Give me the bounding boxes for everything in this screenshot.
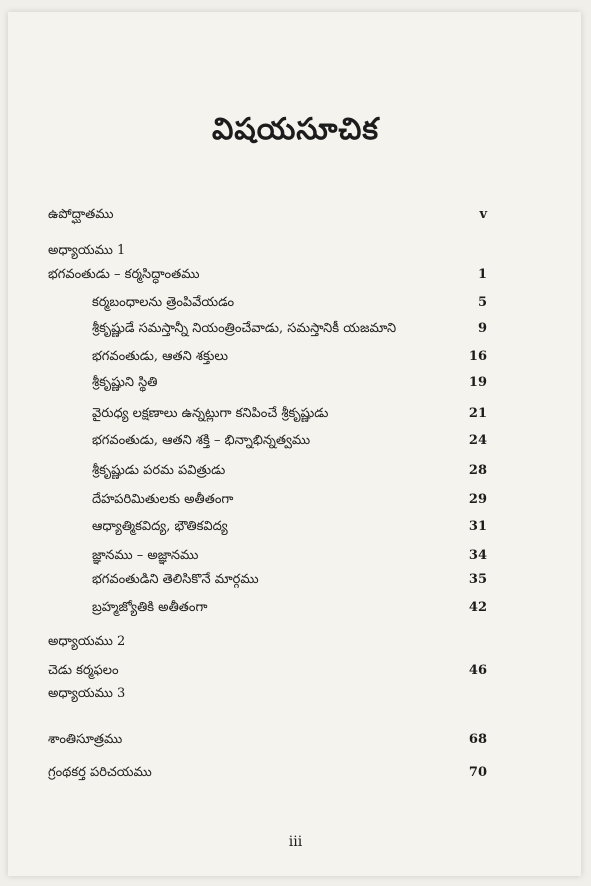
- toc-entry-page: v: [479, 207, 487, 222]
- toc-entry: [0, 683, 591, 705]
- toc-entry-page: 29: [468, 492, 487, 507]
- toc-entry-page: 21: [468, 406, 487, 421]
- toc-entry: [0, 372, 591, 394]
- toc-entry-page: 28: [468, 463, 487, 478]
- toc-entry: [0, 264, 591, 286]
- toc-entry: [0, 489, 591, 511]
- toc-entry-label: ఆధ్యాత్మికవిద్య, భౌతికవిద్య: [92, 519, 228, 534]
- toc-entry-page: 35: [468, 572, 487, 587]
- toc-entry-label: అధ్యాయము 1: [48, 243, 126, 258]
- toc-entry-label: శ్రీకృష్ణుడు పరమ పవిత్రుడు: [92, 463, 226, 478]
- toc-entry-label: అధ్యాయము 2: [48, 634, 126, 649]
- toc-entry: [0, 318, 591, 340]
- toc-entry-label: దేహపరిమితులకు అతీతంగా: [92, 492, 234, 507]
- toc-entry-page: 9: [477, 321, 487, 336]
- toc-entry-label: శ్రీకృష్ణుని స్థితి: [92, 375, 158, 390]
- toc-entry-page: 70: [468, 765, 487, 780]
- toc-entry-page: 1: [477, 267, 487, 282]
- toc-entry-label: శాంతిసూత్రము: [48, 732, 123, 747]
- toc-entry: [0, 460, 591, 482]
- toc-entry-label: భగవంతుడు, ఆతని శక్తులు: [92, 349, 229, 364]
- toc-entry-label: భగవంతుడు – కర్మసిద్ధాంతము: [48, 267, 200, 282]
- toc-entry-page: 5: [477, 295, 487, 310]
- page-number: iii: [288, 834, 303, 850]
- toc-entry-page: 46: [468, 663, 487, 678]
- toc-entry: [0, 240, 591, 262]
- toc-entry-page: 16: [468, 349, 487, 364]
- toc-entry: [0, 660, 591, 682]
- toc-entry-page: 34: [468, 548, 487, 563]
- toc-entry: [0, 569, 591, 591]
- toc-entry: [0, 631, 591, 653]
- toc-entry: [0, 597, 591, 619]
- toc-entry-page: 24: [468, 433, 487, 448]
- toc-entry: [0, 729, 591, 751]
- toc-entry-label: భగవంతుడిని తెలిసికొనే మార్గము: [92, 572, 259, 587]
- toc-entry-label: ఉపోద్ఘాతము: [48, 207, 114, 222]
- page-title: విషయసూచిక: [211, 112, 380, 147]
- toc-entry-label: జ్ఞానము – అజ్ఞానము: [92, 548, 199, 563]
- toc-entry-label: వైరుధ్య లక్షణాలు ఉన్నట్లుగా కనిపించే శ్రీకృష్ణుడు: [92, 406, 329, 421]
- toc-entry: [0, 346, 591, 368]
- toc-entry-label: శ్రీకృష్ణుడే సమస్తాన్నీ నియంత్రించేవాడు, సమస్తానికీ యజమాని: [92, 321, 397, 336]
- toc-entry: [0, 204, 591, 226]
- toc-entry-label: బ్రహ్మజ్యోతికి అతీతంగా: [92, 600, 208, 615]
- toc-entry-label: భగవంతుడు, ఆతని శక్తి – భిన్నాభిన్నత్వము: [92, 433, 311, 448]
- toc-entry: [0, 545, 591, 567]
- toc-entry-page: 68: [468, 732, 487, 747]
- toc-entry-page: 19: [468, 375, 487, 390]
- toc-entry-page: 31: [468, 519, 487, 534]
- toc-entry-label: చెడు కర్మఫలం: [48, 663, 119, 678]
- toc-entry: [0, 516, 591, 538]
- toc-entry: [0, 762, 591, 784]
- toc-entry-label: అధ్యాయము 3: [48, 686, 126, 701]
- toc-entry-label: కర్మబంధాలను త్రెంపివేయడం: [92, 295, 235, 310]
- toc-entry-page: 42: [468, 600, 487, 615]
- toc-entry-label: గ్రంథకర్త పరిచయము: [48, 765, 152, 780]
- toc-entry: [0, 403, 591, 425]
- toc-entry: [0, 430, 591, 452]
- toc-entry: [0, 292, 591, 314]
